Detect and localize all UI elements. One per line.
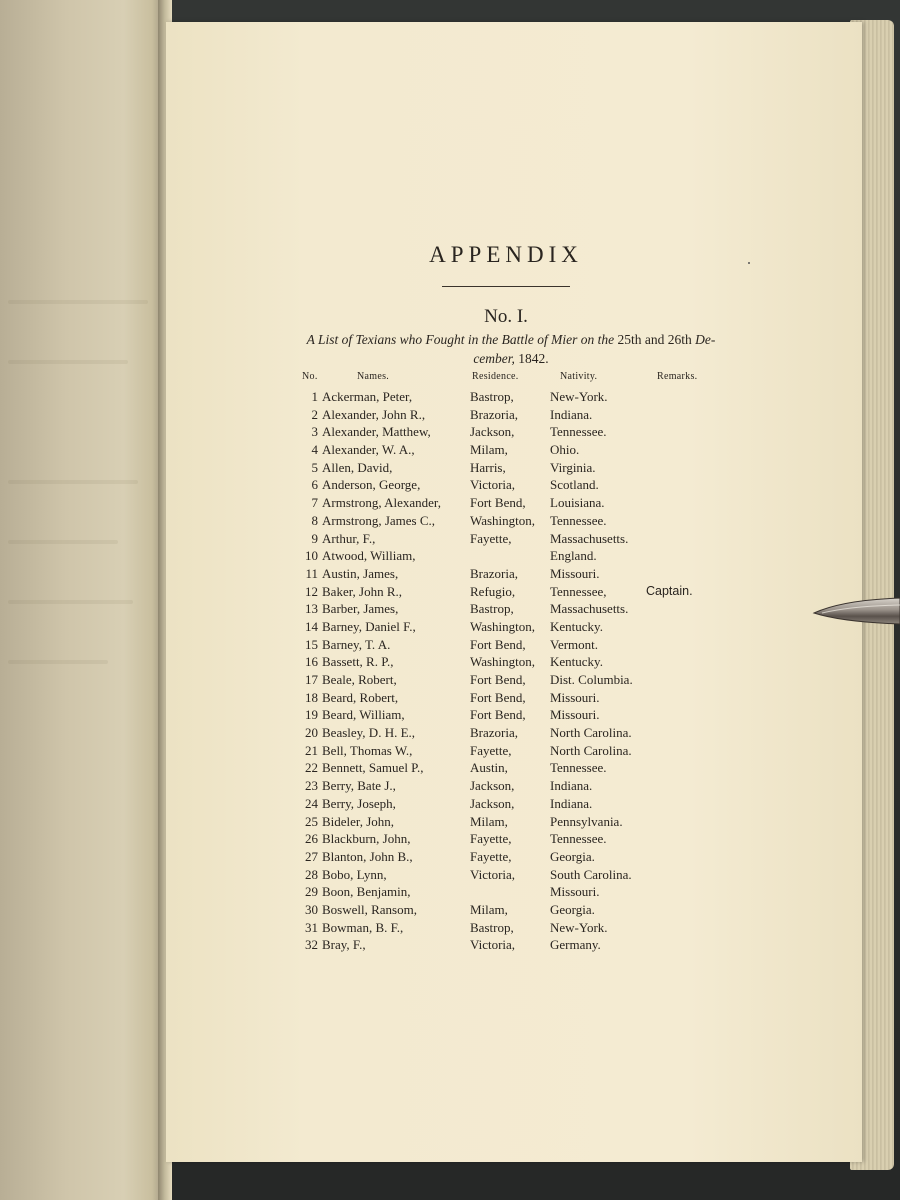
table-row [166, 919, 862, 937]
row-number: 13 [305, 601, 318, 617]
table-row [166, 653, 862, 671]
row-residence: Brazoria, [470, 406, 519, 422]
row-number: 12 [305, 583, 318, 599]
row-residence: Bastrop, [470, 389, 514, 404]
table-row [166, 547, 862, 565]
row-name: Beasley, D. H. E., [322, 725, 416, 741]
row-name: Bowman, B. F., [322, 919, 404, 935]
row-residence: Washington, [470, 618, 536, 634]
row-name: Beard, William, [322, 707, 405, 723]
row-residence: Fort Bend, [470, 636, 526, 652]
row-name: Bobo, Lynn, [322, 866, 387, 882]
row-nativity: Missouri. [550, 707, 600, 723]
row-residence: Refugio, [470, 583, 516, 599]
table-row [166, 671, 862, 689]
table-row [166, 459, 862, 477]
row-nativity: Kentucky. [550, 654, 603, 670]
row-nativity: Germany. [550, 937, 601, 953]
row-residence: Fort Bend, [470, 707, 526, 723]
table-row [166, 883, 862, 901]
row-name: Barney, T. A. [322, 636, 391, 652]
row-nativity: Vermont. [550, 636, 599, 652]
row-name: Berry, Bate J., [322, 778, 396, 794]
row-nativity: Dist. Columbia. [550, 672, 633, 687]
row-number: 11 [305, 565, 318, 581]
caption-italic: A List of Texians who Fought in the Battle of Mier on the [306, 332, 615, 347]
row-nativity: Scotland. [550, 477, 599, 493]
table-row [166, 583, 862, 601]
row-nativity: Indiana. [550, 795, 593, 811]
row-number: 16 [305, 654, 318, 670]
row-number: 1 [311, 389, 318, 404]
row-nativity: New-York. [550, 389, 608, 404]
row-nativity: Missouri. [550, 884, 600, 900]
row-nativity: Virginia. [550, 459, 596, 475]
row-name: Bray, F., [322, 937, 366, 953]
table-row [166, 406, 862, 424]
row-nativity: Tennessee. [550, 831, 607, 847]
row-nativity: Massachusetts. [550, 601, 629, 617]
row-name: Arthur, F., [322, 530, 376, 546]
row-residence: Washington, [470, 654, 536, 670]
row-nativity: England. [550, 548, 597, 564]
row-number: 29 [305, 884, 318, 900]
row-residence: Fort Bend, [470, 495, 526, 511]
table-row [166, 388, 862, 406]
bleed-through-line [8, 480, 138, 484]
table-row [166, 795, 862, 813]
row-nativity: Ohio. [550, 442, 580, 458]
row-name: Armstrong, James C., [322, 512, 436, 528]
row-name: Allen, David, [322, 459, 393, 475]
row-number: 24 [305, 795, 318, 811]
table-row [166, 706, 862, 724]
caption-year: 1842. [518, 351, 549, 366]
row-name: Anderson, George, [322, 477, 421, 493]
row-nativity: Tennessee. [550, 512, 607, 528]
row-name: Alexander, John R., [322, 406, 426, 422]
row-nativity: North Carolina. [550, 725, 632, 741]
header-nativity: Nativity. [560, 371, 598, 382]
bleed-through-line [8, 540, 118, 544]
bleed-through-line [8, 660, 108, 664]
row-residence: Fayette, [470, 742, 512, 758]
row-nativity: Indiana. [550, 778, 593, 794]
row-name: Bell, Thomas W., [322, 742, 413, 758]
left-page [0, 0, 165, 1200]
row-nativity: Tennessee. [550, 760, 607, 776]
row-number: 31 [305, 919, 318, 935]
header-remarks: Remarks. [657, 371, 698, 382]
row-number: 28 [305, 866, 318, 882]
row-name: Alexander, W. A., [322, 442, 415, 458]
row-residence: Austin, [470, 760, 508, 776]
row-number: 2 [311, 406, 318, 422]
row-residence: Victoria, [470, 866, 516, 882]
section-number: No. I. [484, 306, 528, 327]
caption-line2-italic: cember, [473, 351, 515, 366]
row-number: 10 [305, 548, 318, 564]
row-residence: Victoria, [470, 937, 516, 953]
row-residence: Jackson, [470, 795, 515, 811]
row-name: Bideler, John, [322, 813, 395, 829]
row-number: 17 [305, 672, 318, 687]
table-row [166, 441, 862, 459]
row-residence: Washington, [470, 512, 536, 528]
row-nativity: Massachusetts. [550, 530, 629, 546]
row-residence: Fort Bend, [470, 672, 526, 687]
page-content [166, 22, 862, 1162]
row-residence: Bastrop, [470, 601, 514, 617]
caption-dates: 25th and 26th [617, 332, 692, 347]
table-row [166, 565, 862, 583]
row-residence: Milam, [470, 813, 508, 829]
row-number: 32 [305, 937, 318, 953]
right-page [166, 22, 862, 1162]
bleed-through-line [8, 360, 128, 364]
table-row [166, 813, 862, 831]
list-caption [296, 330, 726, 368]
header-no: No. [302, 371, 318, 382]
row-name: Bennett, Samuel P., [322, 760, 424, 776]
row-residence: Milam, [470, 442, 508, 458]
row-residence: Fayette, [470, 831, 512, 847]
row-nativity: New-York. [550, 919, 608, 935]
row-residence: Brazoria, [470, 725, 519, 741]
row-number: 21 [305, 742, 318, 758]
bleed-through-line [8, 600, 133, 604]
bleed-through-line [8, 300, 148, 304]
row-number: 22 [305, 760, 318, 776]
row-name: Blackburn, John, [322, 831, 411, 847]
table-row [166, 777, 862, 795]
row-number: 4 [311, 442, 318, 458]
row-residence: Harris, [470, 459, 506, 475]
row-name: Boon, Benjamin, [322, 884, 411, 900]
row-name: Blanton, John B., [322, 848, 413, 864]
row-name: Beale, Robert, [322, 672, 397, 687]
row-nativity: Georgia. [550, 901, 595, 917]
ink-speck [748, 262, 750, 264]
table-row [166, 848, 862, 866]
table-row [166, 494, 862, 512]
row-residence: Jackson, [470, 424, 515, 440]
row-number: 6 [311, 477, 318, 493]
row-name: Boswell, Ransom, [322, 901, 417, 917]
header-names: Names. [357, 371, 390, 382]
row-residence: Victoria, [470, 477, 516, 493]
row-number: 14 [305, 618, 318, 634]
table-row [166, 618, 862, 636]
table-row [166, 636, 862, 654]
table-row [166, 759, 862, 777]
row-name: Bassett, R. P., [322, 654, 394, 670]
row-name: Austin, James, [322, 565, 399, 581]
row-number: 5 [311, 459, 318, 475]
row-nativity: Tennessee. [550, 424, 607, 440]
table-row [166, 476, 862, 494]
table-row [166, 901, 862, 919]
table-row [166, 742, 862, 760]
row-number: 27 [305, 848, 318, 864]
table-row [166, 689, 862, 707]
row-name: Armstrong, Alexander, [322, 495, 441, 511]
row-remarks: Captain. [646, 583, 693, 598]
table-row [166, 512, 862, 530]
row-residence: Milam, [470, 901, 508, 917]
row-name: Barney, Daniel F., [322, 618, 416, 634]
row-number: 8 [311, 512, 318, 528]
row-number: 3 [311, 424, 318, 440]
row-name: Baker, John R., [322, 583, 402, 599]
row-nativity: Louisiana. [550, 495, 605, 511]
row-number: 15 [305, 636, 318, 652]
row-residence: Jackson, [470, 778, 515, 794]
row-number: 26 [305, 831, 318, 847]
row-residence: Fayette, [470, 530, 512, 546]
row-residence: Fayette, [470, 848, 512, 864]
table-row [166, 936, 862, 954]
row-nativity: Georgia. [550, 848, 595, 864]
row-nativity: South Carolina. [550, 866, 632, 882]
table-row [166, 423, 862, 441]
row-number: 25 [305, 813, 318, 829]
row-number: 30 [305, 901, 318, 917]
row-number: 23 [305, 778, 318, 794]
row-name: Ackerman, Peter, [322, 389, 413, 404]
row-name: Berry, Joseph, [322, 795, 396, 811]
table-row [166, 866, 862, 884]
row-residence: Fort Bend, [470, 689, 526, 705]
row-nativity: Indiana. [550, 406, 593, 422]
row-nativity: Kentucky. [550, 618, 603, 634]
page-title: APPENDIX [429, 242, 583, 267]
row-nativity: North Carolina. [550, 742, 632, 758]
row-residence: Brazoria, [470, 565, 519, 581]
row-nativity: Missouri. [550, 565, 600, 581]
row-nativity: Pennsylvania. [550, 813, 623, 829]
row-name: Atwood, William, [322, 548, 416, 564]
caption-italic-end: De- [695, 332, 716, 347]
row-number: 9 [311, 530, 318, 546]
row-nativity: Tennessee, [550, 583, 607, 599]
row-nativity: Missouri. [550, 689, 600, 705]
row-residence: Bastrop, [470, 919, 514, 935]
row-number: 7 [311, 495, 318, 511]
table-row [166, 724, 862, 742]
row-name: Barber, James, [322, 601, 399, 617]
table-row [166, 600, 862, 618]
table-row [166, 830, 862, 848]
row-name: Alexander, Matthew, [322, 424, 431, 440]
title-rule [442, 286, 570, 287]
header-residence: Residence. [472, 371, 519, 382]
row-number: 18 [305, 689, 318, 705]
row-name: Beard, Robert, [322, 689, 399, 705]
table-row [166, 530, 862, 548]
bookmark-clip [812, 596, 900, 626]
row-number: 19 [305, 707, 318, 723]
roster-table [166, 388, 862, 954]
row-number: 20 [305, 725, 318, 741]
